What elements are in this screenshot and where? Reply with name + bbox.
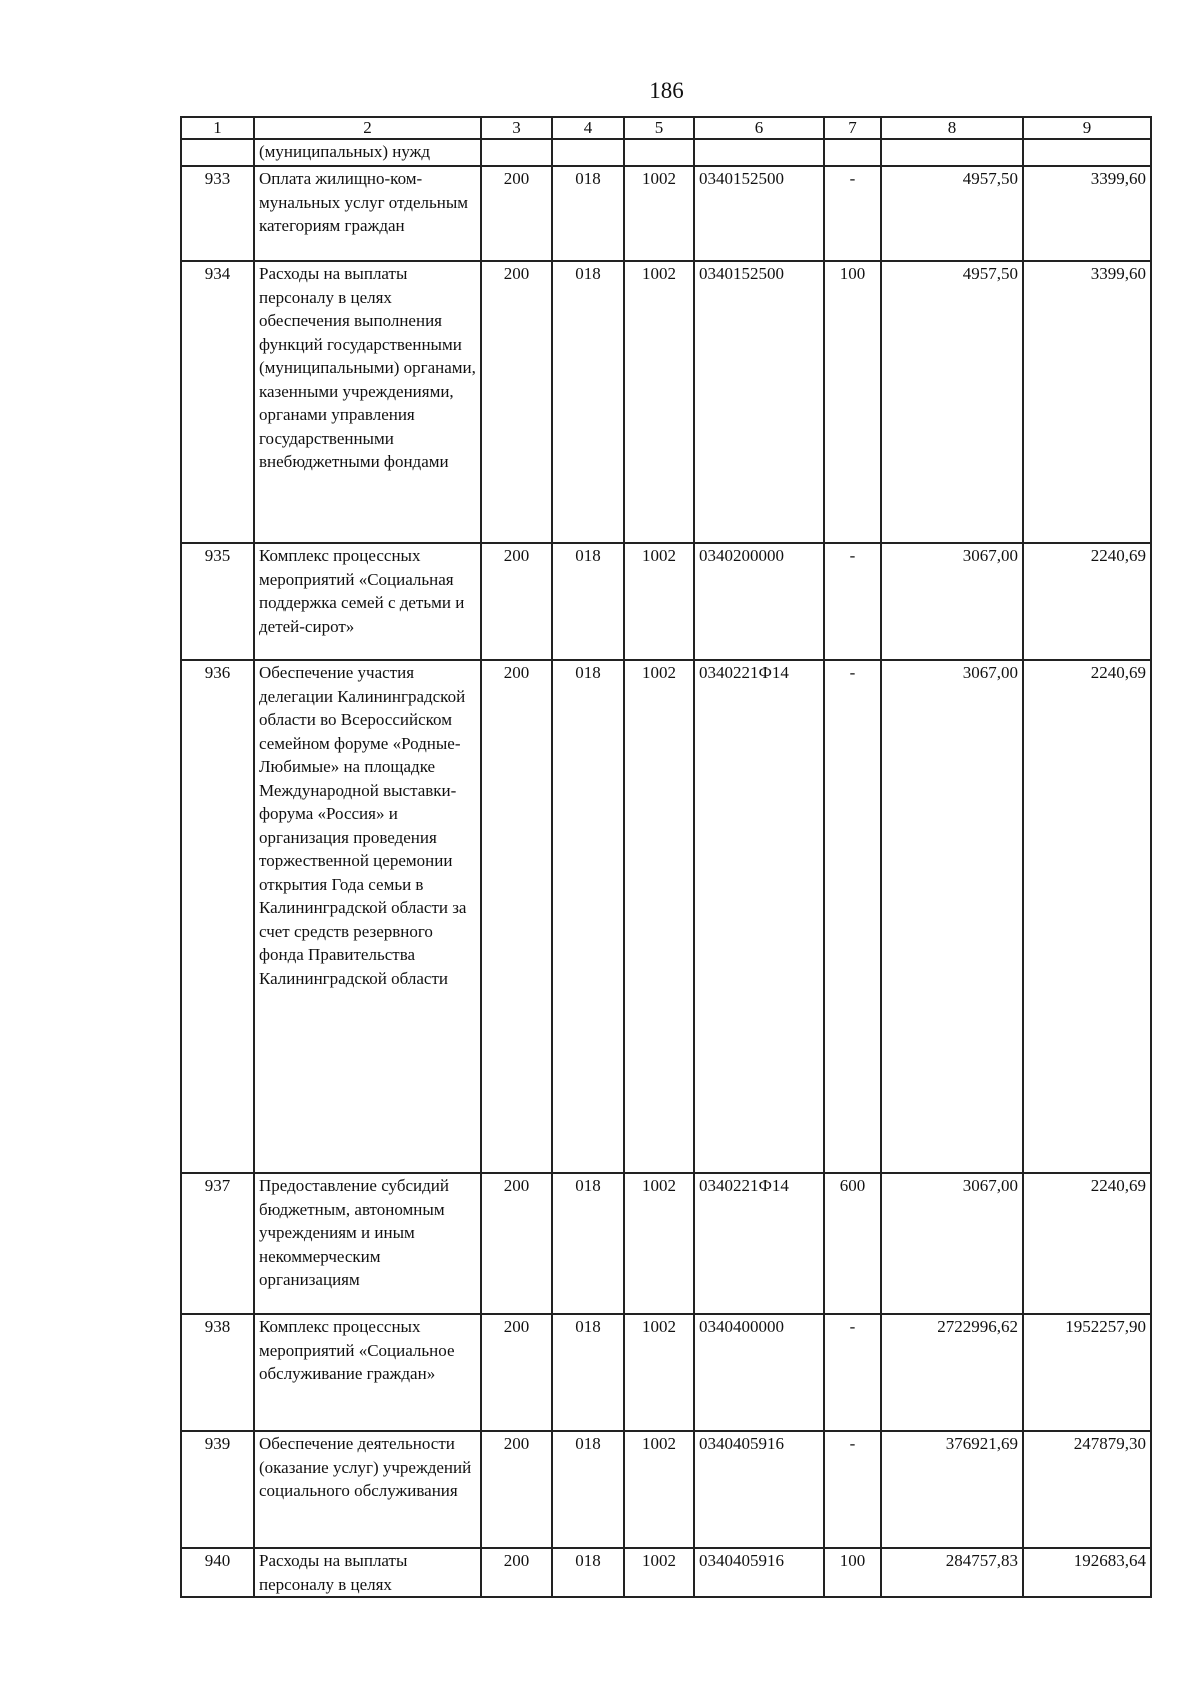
row-target-article: 0340400000	[694, 1314, 824, 1431]
row-amount-9: 1952257,90	[1023, 1314, 1151, 1431]
row-amount-8: 4957,50	[881, 166, 1023, 261]
row-code-5: 1002	[624, 166, 694, 261]
row-description: Обеспечение участия делегации Калининградской области во Всероссийском семейном форуме «Родные-Любимые» на площадке Международной выставки-форума «Россия» и организация проведения торжественной церемонии открытия Года семьи в Калининградской области за счет средств резервного фонда Правительства Калининградской области	[254, 660, 481, 1173]
row-code-3: 200	[481, 1173, 552, 1314]
table-row	[181, 1431, 1151, 1548]
column-number-header: 4	[552, 117, 624, 139]
row-code-5: 1002	[624, 1548, 694, 1597]
column-number-header: 9	[1023, 117, 1151, 139]
budget-table	[180, 116, 1152, 1598]
table-row	[181, 1173, 1151, 1314]
table-cell	[881, 139, 1023, 166]
row-code-3: 200	[481, 166, 552, 261]
row-amount-8: 2722996,62	[881, 1314, 1023, 1431]
row-description: Обеспечение деятельности (оказание услуг) учреждений социального обслуживания	[254, 1431, 481, 1548]
row-target-article: 0340221Ф14	[694, 660, 824, 1173]
row-code-4: 018	[552, 1431, 624, 1548]
row-number: 933	[181, 166, 254, 261]
page-number: 186	[649, 78, 684, 103]
row-number: 938	[181, 1314, 254, 1431]
row-code-5: 1002	[624, 1314, 694, 1431]
row-code-4: 018	[552, 1548, 624, 1597]
row-code-5: 1002	[624, 1173, 694, 1314]
row-amount-9: 2240,69	[1023, 1173, 1151, 1314]
column-number-header: 8	[881, 117, 1023, 139]
row-description: Предоставление субсидий бюджетным, автономным учреждениям и иным некоммерческим организациям	[254, 1173, 481, 1314]
row-target-article: 0340405916	[694, 1548, 824, 1597]
row-expense-type: 100	[824, 261, 881, 543]
table-cell	[694, 139, 824, 166]
row-amount-8: 4957,50	[881, 261, 1023, 543]
row-number: 936	[181, 660, 254, 1173]
row-code-4: 018	[552, 166, 624, 261]
column-number-header: 6	[694, 117, 824, 139]
column-number-header: 2	[254, 117, 481, 139]
row-code-3: 200	[481, 660, 552, 1173]
row-target-article: 0340152500	[694, 261, 824, 543]
column-number-header-row	[181, 117, 1151, 139]
row-description: Оплата жилищно-ком-мунальных услуг отдельным категориям граждан	[254, 166, 481, 261]
row-amount-8: 3067,00	[881, 543, 1023, 660]
column-number-header: 7	[824, 117, 881, 139]
table-cell	[481, 139, 552, 166]
table-cell	[181, 139, 254, 166]
table-cell	[552, 139, 624, 166]
continuation-text: (муниципальных) нужд	[254, 139, 481, 166]
row-number: 940	[181, 1548, 254, 1597]
row-code-4: 018	[552, 261, 624, 543]
row-expense-type: 100	[824, 1548, 881, 1597]
table-row	[181, 261, 1151, 543]
row-expense-type: -	[824, 1431, 881, 1548]
row-description: Комплекс процессных мероприятий «Социальная поддержка семей с детьми и детей-сирот»	[254, 543, 481, 660]
row-target-article: 0340221Ф14	[694, 1173, 824, 1314]
row-amount-9: 2240,69	[1023, 543, 1151, 660]
row-amount-9: 192683,64	[1023, 1548, 1151, 1597]
row-code-4: 018	[552, 543, 624, 660]
table-row	[181, 1314, 1151, 1431]
row-number: 934	[181, 261, 254, 543]
row-code-5: 1002	[624, 543, 694, 660]
row-code-3: 200	[481, 543, 552, 660]
row-code-5: 1002	[624, 660, 694, 1173]
table-cell	[1023, 139, 1151, 166]
row-code-3: 200	[481, 1314, 552, 1431]
table-row	[181, 660, 1151, 1173]
row-description: Расходы на выплаты персоналу в целях	[254, 1548, 481, 1597]
table-row	[181, 1548, 1151, 1597]
row-amount-8: 3067,00	[881, 660, 1023, 1173]
row-expense-type: -	[824, 660, 881, 1173]
row-expense-type: -	[824, 543, 881, 660]
row-expense-type: -	[824, 1314, 881, 1431]
row-code-3: 200	[481, 1431, 552, 1548]
row-code-3: 200	[481, 1548, 552, 1597]
table-cell	[624, 139, 694, 166]
row-code-4: 018	[552, 660, 624, 1173]
row-number: 935	[181, 543, 254, 660]
row-amount-9: 3399,60	[1023, 166, 1151, 261]
row-amount-9: 247879,30	[1023, 1431, 1151, 1548]
column-number-header: 1	[181, 117, 254, 139]
row-number: 939	[181, 1431, 254, 1548]
row-target-article: 0340200000	[694, 543, 824, 660]
column-number-header: 3	[481, 117, 552, 139]
row-expense-type: 600	[824, 1173, 881, 1314]
row-description: Комплекс процессных мероприятий «Социальное обслуживание граждан»	[254, 1314, 481, 1431]
row-description: Расходы на выплаты персоналу в целях обеспечения выполнения функций государственными (муниципальными) органами, казенными учреждениями, органами управления государственными внебюджетными фондами	[254, 261, 481, 543]
row-amount-9: 3399,60	[1023, 261, 1151, 543]
table-row	[181, 166, 1151, 261]
row-target-article: 0340405916	[694, 1431, 824, 1548]
row-code-5: 1002	[624, 261, 694, 543]
row-expense-type: -	[824, 166, 881, 261]
row-amount-8: 284757,83	[881, 1548, 1023, 1597]
row-amount-8: 3067,00	[881, 1173, 1023, 1314]
table-row	[181, 543, 1151, 660]
row-code-4: 018	[552, 1173, 624, 1314]
column-number-header: 5	[624, 117, 694, 139]
row-code-5: 1002	[624, 1431, 694, 1548]
table-cell	[824, 139, 881, 166]
row-code-4: 018	[552, 1314, 624, 1431]
row-amount-9: 2240,69	[1023, 660, 1151, 1173]
row-number: 937	[181, 1173, 254, 1314]
row-target-article: 0340152500	[694, 166, 824, 261]
row-code-3: 200	[481, 261, 552, 543]
row-amount-8: 376921,69	[881, 1431, 1023, 1548]
continuation-row	[181, 139, 1151, 166]
